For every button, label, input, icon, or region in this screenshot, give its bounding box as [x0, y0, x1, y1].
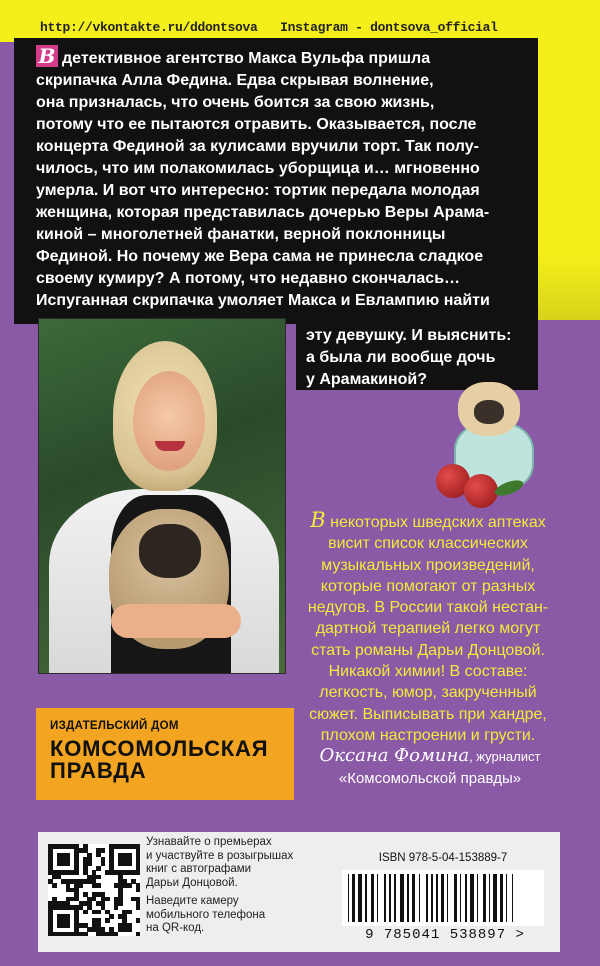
- blurb-line: Испуганная скрипачка умоляет Макса и Евлампию найти: [36, 292, 490, 309]
- barcode-bar: [365, 874, 366, 922]
- qr-module: [109, 914, 114, 919]
- blurb-line: скрипачка Алла Федина. Едва скрывая волнение,: [36, 72, 434, 89]
- blurb-line: своему кумиру? А потому, что недавно скончалась…: [36, 270, 461, 287]
- publisher-name-line2: ПРАВДА: [50, 758, 147, 783]
- qr-module: [83, 910, 88, 915]
- barcode-bar: [460, 874, 461, 922]
- barcode-bar: [512, 874, 513, 922]
- qr-code[interactable]: [48, 844, 140, 936]
- quote-line: плохом настроении и грусти.: [320, 726, 536, 744]
- isbn-number: ISBN 978-5-04-153889-7: [378, 852, 508, 864]
- barcode-bar: [377, 874, 378, 922]
- barcode-bar: [371, 874, 374, 922]
- barcode-bar: [447, 874, 448, 922]
- qr-module: [79, 883, 84, 888]
- quote-line: дартной терапией легко могут: [315, 620, 541, 638]
- promo-line: на QR-код.: [146, 922, 205, 934]
- qr-module: [83, 932, 88, 937]
- quote-line: сюжет. Выписывать при хандре,: [309, 705, 547, 723]
- quote-line: легкость, юмор, закрученный: [319, 684, 537, 702]
- qr-module: [127, 927, 132, 932]
- social-links: [40, 20, 498, 35]
- bottom-info-panel: [38, 832, 560, 952]
- barcode-bar: [348, 874, 349, 922]
- barcode-bar: [441, 874, 444, 922]
- qr-module: [127, 910, 132, 915]
- qr-module: [127, 862, 132, 867]
- promo-line: мобильного телефона: [146, 908, 266, 921]
- quote-line: которые помогают от разных: [320, 577, 536, 595]
- blurb-line: киной – многолетней фанатки, верной поклонницы: [36, 226, 446, 243]
- barcode-bar: [470, 874, 474, 922]
- qr-module: [96, 883, 101, 888]
- photo-pug-face: [139, 524, 201, 578]
- barcode-bar: [412, 874, 415, 922]
- blurb-line: а была ли вообще дочь: [306, 349, 496, 366]
- quote-cap: В: [310, 508, 326, 532]
- quote-line: стать романы Дарьи Донцовой.: [311, 641, 545, 659]
- qr-module: [136, 932, 141, 937]
- pug-muzzle: [474, 400, 504, 424]
- blurb-line: женщина, которая представилась дочерью Веры Арама-: [36, 204, 490, 221]
- barcode-bar: [389, 874, 392, 922]
- review-quote: [306, 510, 550, 746]
- vk-link[interactable]: http://vkontakte.ru/ddontsova: [40, 20, 258, 35]
- drop-cap: В: [36, 45, 58, 67]
- annotation-text: [36, 45, 536, 312]
- qr-module: [136, 888, 141, 893]
- barcode-bar: [400, 874, 404, 922]
- publisher-label: ИЗДАТЕЛЬСКИЙ ДОМ: [50, 720, 179, 732]
- qr-module: [136, 905, 141, 910]
- blurb-line: Фединой. Но почему же Вера сама не принесла сладкое: [36, 248, 484, 265]
- barcode-bar: [477, 874, 478, 922]
- yellow-side-band: [538, 0, 600, 320]
- promo-line: и участвуйте в розыгрышах: [146, 849, 294, 862]
- promo-line: книг с автографами: [146, 863, 252, 875]
- blurb-first-line: детективное агентство Макса Вульфа пришла: [62, 50, 431, 67]
- barcode-bar: [500, 874, 503, 922]
- promo-line: Наведите камеру: [146, 895, 239, 907]
- qr-module: [118, 901, 123, 906]
- qr-module: [136, 870, 141, 875]
- qr-module: [87, 862, 92, 867]
- newspaper-name: «Комсомольской правды»: [338, 770, 522, 787]
- qr-module: [105, 918, 110, 923]
- barcode-bar: [506, 874, 507, 922]
- author-name: Оксана Фомина: [319, 745, 470, 766]
- barcode-bar: [426, 874, 427, 922]
- publisher-logo: [36, 708, 294, 800]
- blurb-line: у Арамакиной?: [306, 371, 427, 388]
- barcode-bar: [358, 874, 362, 922]
- blurb-line: потому что ее пытаются отравить. Оказывается, после: [36, 116, 477, 133]
- qr-module: [96, 910, 101, 915]
- qr-module: [52, 883, 57, 888]
- quote-line: висит список классических: [328, 535, 528, 553]
- promo-line: Узнавайте о премьерах: [146, 836, 272, 848]
- qr-module: [114, 905, 119, 910]
- qr-module: [114, 932, 119, 937]
- barcode-bar: [419, 874, 420, 922]
- barcode-bar: [431, 874, 434, 922]
- barcode-bar: [394, 874, 395, 922]
- qr-module: [101, 848, 106, 853]
- barcode-bar: [489, 874, 490, 922]
- qr-module: [127, 883, 132, 888]
- qr-module: [136, 918, 141, 923]
- blurb-line: концерта Фединой за кулисами вручили торт. Так полу-: [36, 138, 479, 155]
- author-role: , журналист: [469, 749, 541, 764]
- pug-illustration: [436, 378, 546, 506]
- photo-face: [133, 371, 205, 471]
- blurb-line: чилось, что им полакомилась уборщица и… мгновенно: [36, 160, 480, 177]
- barcode-bar: [465, 874, 466, 922]
- barcode-bar: [436, 874, 437, 922]
- quote-line: недугов. В России такой нестан-: [307, 599, 549, 617]
- barcode-bar: [454, 874, 457, 922]
- quote-author: [300, 745, 560, 766]
- qr-module: [96, 875, 101, 880]
- barcode: [342, 870, 544, 926]
- qr-module: [105, 897, 110, 902]
- qr-module: [96, 866, 101, 871]
- qr-module: [66, 862, 71, 867]
- instagram-link[interactable]: Instagram - dontsova_official: [280, 20, 498, 35]
- author-photo: [38, 318, 286, 674]
- blurb-line: умерла. И вот что интересно: тортик передала молодая: [36, 182, 480, 199]
- quote-first-line: некоторых шведских аптеках: [330, 514, 546, 531]
- publisher-name-line1: КОМСОМОЛЬСКАЯ: [50, 736, 269, 761]
- qr-module: [74, 870, 79, 875]
- barcode-bar: [384, 874, 385, 922]
- promo-line: Дарьи Донцовой.: [146, 876, 238, 889]
- promo-text: [146, 836, 296, 936]
- blurb-line: она призналась, что очень боится за свою жизнь,: [36, 94, 435, 111]
- blurb-line: эту девушку. И выяснить:: [306, 327, 512, 344]
- barcode-bar: [352, 874, 355, 922]
- qr-module: [66, 923, 71, 928]
- pomegranate-icon: [464, 474, 498, 508]
- publisher-name: [50, 738, 268, 782]
- quote-line: музыкальных произведений,: [321, 556, 535, 574]
- barcode-bar: [483, 874, 486, 922]
- barcode-bar: [493, 874, 497, 922]
- qr-module: [101, 862, 106, 867]
- photo-arm: [111, 604, 241, 638]
- barcode-bar: [407, 874, 408, 922]
- ean-digits: 9 785041 538897 >: [365, 927, 525, 943]
- quote-line: Никакой химии! В составе:: [328, 663, 528, 681]
